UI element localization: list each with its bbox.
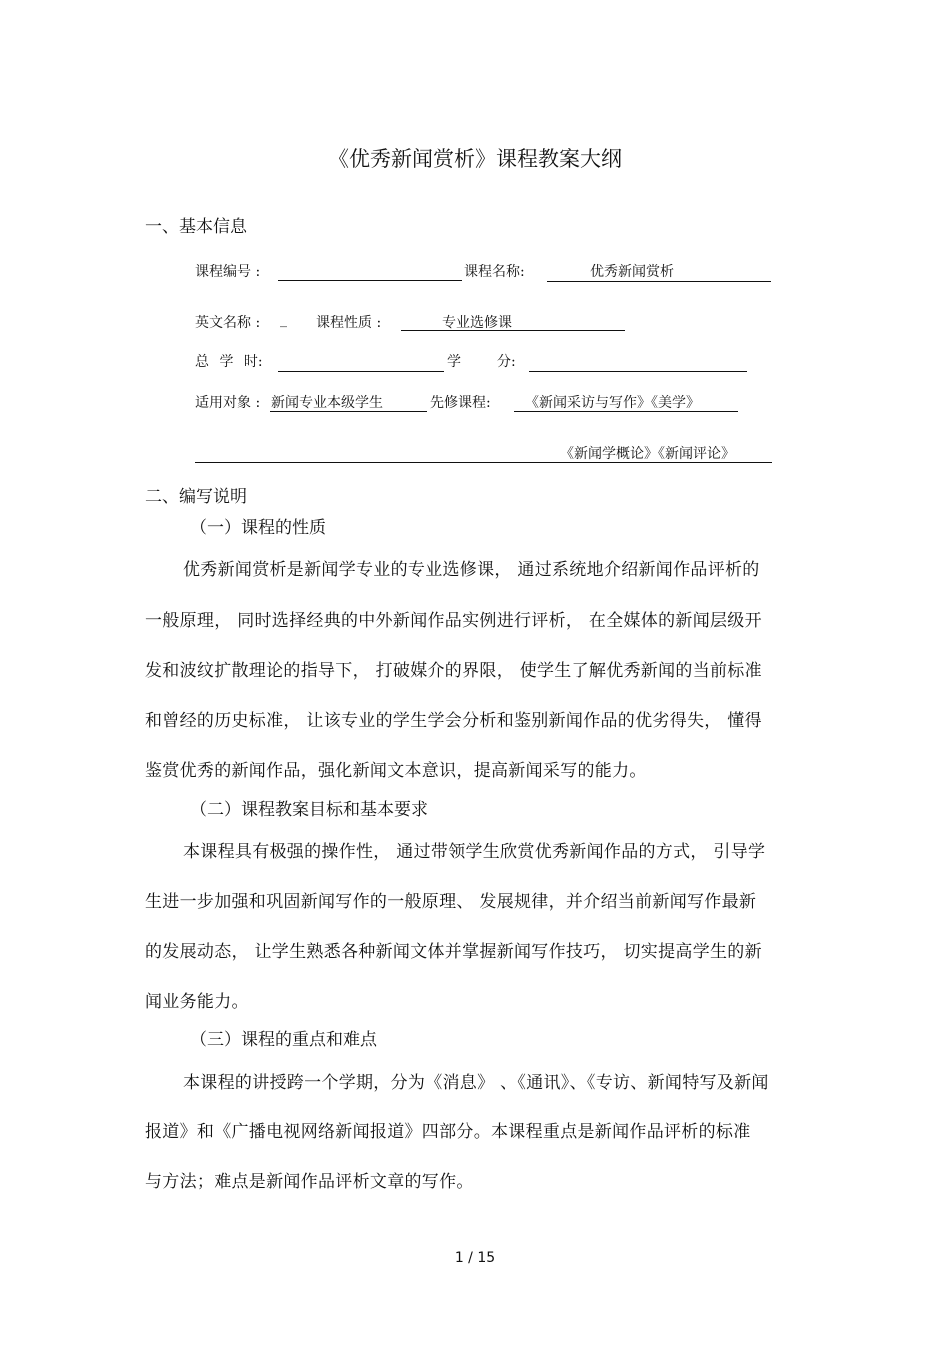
subsection-heading-key-points: （三）课程的重点和难点: [190, 1030, 377, 1050]
prerequisite-underline-1: [514, 411, 738, 412]
paragraph-line: 一般原理， 同时选择经典的中外新闻作品实例进行评析， 在全媒体的新闻层级开: [145, 611, 762, 631]
prerequisite-underline-2: [195, 462, 772, 463]
subsection-heading-course-nature: （一）课程的性质: [190, 518, 326, 538]
course-nature-underline: [401, 330, 625, 331]
english-name-value: _: [280, 312, 287, 328]
total-hours-label: 总 学 时:: [195, 354, 263, 370]
paragraph-line: 报道》和《广播电视网络新闻报道》四部分。本课程重点是新闻作品评析的标准: [145, 1122, 751, 1142]
credits-underline: [529, 371, 747, 372]
prerequisite-value-2: 《新闻学概论》《新闻评论》: [560, 446, 735, 462]
paragraph-line: 生进一步加强和巩固新闻写作的一般原理、 发展规律，并介绍当前新闻写作最新: [145, 892, 757, 912]
course-nature-label: 课程性质 :: [316, 315, 382, 331]
page-number: 1 / 15: [454, 1250, 496, 1266]
audience-label: 适用对象 :: [195, 395, 261, 411]
paragraph-line: 闻业务能力。: [145, 992, 249, 1012]
paragraph-line: 优秀新闻赏析是新闻学专业的专业选修课， 通过系统地介绍新闻作品评析的: [183, 560, 760, 580]
audience-underline: [270, 411, 427, 412]
course-name-underline: [547, 281, 771, 282]
course-code-underline: [278, 280, 462, 281]
paragraph-line: 和曾经的历史标准， 让该专业的学生学会分析和鉴别新闻作品的优劣得失， 懂得: [145, 711, 762, 731]
document-title: 《优秀新闻赏析》课程教案大纲: [328, 147, 622, 171]
total-hours-underline: [278, 371, 444, 372]
course-name-label: 课程名称:: [464, 264, 525, 280]
audience-value: 新闻专业本级学生: [271, 395, 383, 411]
paragraph-line: 发和波纹扩散理论的指导下， 打破媒介的界限， 使学生了解优秀新闻的当前标准: [145, 661, 762, 681]
course-code-label: 课程编号 :: [195, 264, 261, 280]
prerequisite-label: 先修课程:: [430, 395, 491, 411]
section-heading-basic-info: 一、基本信息: [145, 217, 247, 237]
paragraph-line: 鉴赏优秀的新闻作品，强化新闻文本意识，提高新闻采写的能力。: [145, 761, 647, 781]
credits-label-part1: 学: [447, 354, 461, 370]
paragraph-line: 本课程具有极强的操作性， 通过带领学生欣赏优秀新闻作品的方式， 引导学: [183, 842, 766, 862]
paragraph-line: 的发展动态， 让学生熟悉各种新闻文体并掌握新闻写作技巧， 切实提高学生的新: [145, 942, 762, 962]
english-name-label: 英文名称 :: [195, 315, 261, 331]
course-nature-value: 专业选修课: [442, 315, 512, 331]
paragraph-line: 本课程的讲授跨一个学期，分为《消息》 、《通讯》、《专访、新闻特写及新闻: [183, 1073, 769, 1093]
credits-label-part2: 分:: [497, 354, 516, 370]
section-heading-writing-notes: 二、编写说明: [145, 487, 247, 507]
paragraph-line: 与方法；难点是新闻作品评析文章的写作。: [145, 1172, 474, 1192]
course-name-value: 优秀新闻赏析: [590, 264, 674, 280]
prerequisite-value-1: 《新闻采访与写作》《美学》: [525, 395, 700, 411]
subsection-heading-objectives: （二）课程教案目标和基本要求: [190, 800, 428, 820]
